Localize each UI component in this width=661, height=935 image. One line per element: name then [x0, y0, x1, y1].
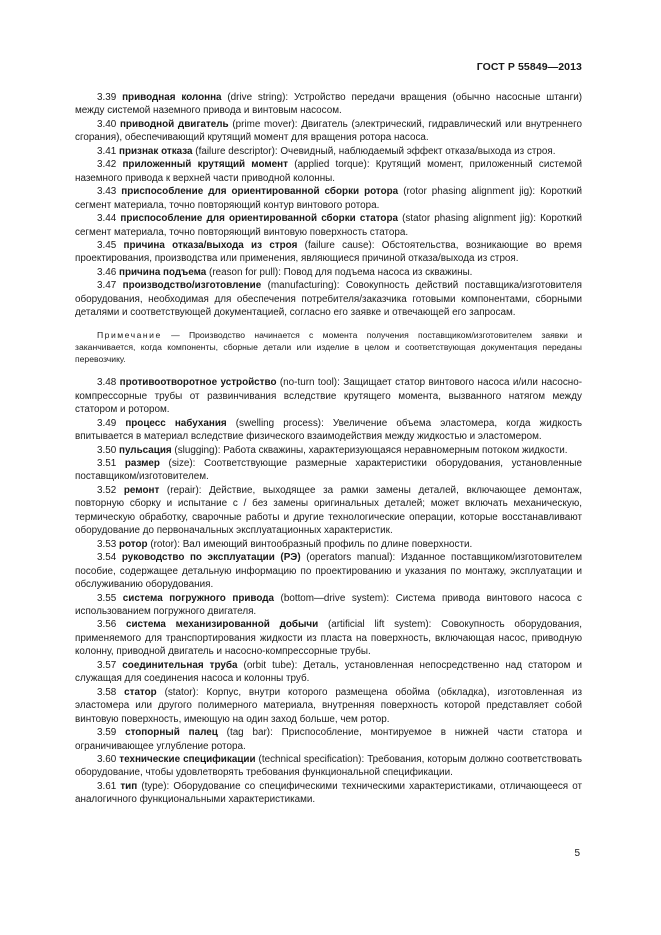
definition-entry	[75, 376, 582, 416]
entry-definition: (drive string): Устройство передачи вращения (обычно насосные штанги) между системой наземного привода и винтовым насосом.	[75, 92, 582, 117]
entry-number: 3.49	[97, 417, 117, 429]
definition-entry	[75, 212, 582, 239]
definition-entry	[75, 417, 582, 444]
entry-term: технические спецификации	[119, 754, 256, 765]
entry-definition: (no-turn tool): Защищает статор винтового насоса и/или насосно-компрессорные трубы от развинчивания вследствие крутящего момента, вызванного натягом между статором и ротором.	[75, 377, 582, 416]
entry-definition: (reason for pull): Повод для подъема насоса из скважины.	[206, 266, 473, 278]
entry-term: руководство по эксплуатации (РЭ)	[121, 552, 301, 564]
entry-number: 3.48	[97, 377, 117, 389]
definition-entry	[75, 239, 582, 266]
definition-entry	[75, 91, 582, 118]
entries-after-note	[75, 376, 582, 807]
definition-entry	[75, 753, 582, 780]
definition-entry	[75, 118, 582, 145]
entry-term: ремонт	[123, 484, 160, 496]
entry-term: приводная колонна	[122, 92, 222, 103]
entry-number: 3.59	[97, 727, 117, 739]
entry-number: 3.58	[97, 686, 117, 698]
entry-number: 3.47	[97, 280, 117, 292]
entry-term: причина подъема	[118, 266, 207, 278]
entry-number: 3.41	[97, 145, 117, 157]
entry-term: приводной двигатель	[119, 118, 229, 130]
entry-definition: (orbit tube): Деталь, установленная непосредственно над статором и служащая для соединения насоса и колонны труб.	[75, 659, 582, 685]
entry-definition: (applied torque): Крутящий момент, приложенный системой наземного привода к верхней части приводной колонны.	[75, 159, 582, 184]
definition-entry	[75, 457, 582, 484]
entry-term: приспособление для ориентированной сборки ротора	[121, 186, 399, 198]
definition-entry	[75, 726, 582, 753]
definition-entry	[75, 659, 582, 686]
definition-entry	[75, 158, 582, 185]
entry-definition: (tag bar): Приспособление, монтируемое в нижней части статора и ограничивающее углубление ротора.	[75, 727, 582, 752]
entry-definition: (artificial lift system): Совокупность оборудования, применяемого для транспортирования жидкости из пласта на поверхность, включающая насос, приводную колонну, приводной двигатель и насосно-компрессорные трубы.	[75, 619, 582, 658]
note-text: — Производство начинается с момента получения поставщиком/изготовителем заявки и заканчивается, когда компоненты, сборные детали или изделие в целом и соответствующая документация переданы перевозчику.	[75, 329, 582, 365]
entry-term: производство/изготовление	[122, 280, 262, 292]
definition-entry	[75, 592, 582, 619]
definition-entry	[75, 185, 582, 212]
entry-definition: (rotor phasing alignment jig): Короткий сегмент материала, точно повторяющий контур винтового ротора.	[75, 186, 583, 211]
entry-term: процесс набухания	[125, 417, 227, 429]
note-label: Примечание	[97, 329, 162, 340]
entry-number: 3.43	[97, 186, 117, 198]
entry-definition: (type): Оборудование со специфическими техническими характеристиками, отличающееся от аналогичного функциональными характеристиками.	[75, 780, 582, 806]
entry-definition: (manufacturing): Совокупность действий поставщика/изготовителя оборудования, необходимая для обеспечения потребителя/заказчика готовыми компонентами, сборными деталями и соответствующей документацией, согласно его заявке и отвечающей его запросам.	[75, 280, 583, 319]
entry-term: причина отказа/выхода из строя	[123, 239, 298, 251]
entry-number: 3.45	[97, 239, 117, 251]
entry-definition: (rotor): Вал имеющий винтообразный профиль по длине поверхности.	[147, 538, 473, 550]
entry-number: 3.53	[97, 538, 117, 550]
entry-definition: (bottom—drive system): Система привода винтового насоса с использованием погружного двигателя.	[75, 592, 582, 618]
entry-term: статор	[124, 686, 157, 698]
entry-number: 3.54	[97, 552, 117, 564]
definition-entry	[75, 279, 582, 319]
page-number: 5	[574, 848, 580, 859]
entry-term: стопорный палец	[125, 727, 218, 739]
entry-definition: (stator): Корпус, внутри которого размещена обойма (обкладка), изготовленная из эластомера или другого полимерного материала, внутренняя поверхность которой представляет собой винтовую поверхность, имеющую на один заход больше, чем ротор.	[75, 686, 582, 725]
definition-entry	[75, 686, 582, 726]
entry-term: противоотворотное устройство	[119, 377, 277, 389]
entry-term: система погружного привода	[122, 592, 275, 604]
entry-number: 3.52	[97, 484, 117, 496]
entry-definition: (technical specification): Требования, которым должно соответствовать оборудование, чтобы удовлетворять требования функциональной спецификации.	[75, 754, 582, 779]
note-paragraph	[75, 329, 582, 366]
entry-term: тип	[120, 780, 138, 792]
entry-definition: (failure cause): Обстоятельства, возникающие во время проектирования, производства или применения, являющиеся причиной отказа/выхода из строя.	[75, 239, 582, 265]
entry-term: система механизированной добычи	[125, 619, 319, 631]
entries-before-note	[75, 91, 582, 320]
entry-definition: (slugging): Работа скважины, характеризующаяся неравномерным потоком жидкости.	[171, 444, 568, 456]
definition-entry	[75, 484, 582, 538]
entry-number: 3.44	[97, 213, 117, 225]
entry-definition: (operators manual): Изданное поставщиком/изготовителем пособие, содержащее детальную информацию по проектированию и указания по монтажу, эксплуатации и обслуживанию оборудования.	[75, 552, 582, 591]
entry-number: 3.55	[97, 592, 117, 604]
entry-term: ротор	[118, 538, 148, 550]
standard-header: ГОСТ Р 55849—2013	[476, 61, 582, 73]
entry-term: приспособление для ориентированной сборки статора	[120, 213, 398, 225]
definition-entry	[75, 551, 582, 591]
entry-definition: (prime mover): Двигатель (электрический, гидравлический или внутреннего сгорания), обеспечивающий крутящий момент для вращения ротора насоса.	[75, 118, 582, 144]
entry-number: 3.51	[97, 458, 117, 470]
entry-term: приложенный крутящий момент	[122, 159, 288, 171]
entry-term: размер	[124, 458, 160, 470]
entry-number: 3.60	[97, 754, 117, 765]
definition-entry	[75, 145, 582, 158]
document-body	[75, 91, 582, 807]
definition-entry	[75, 444, 582, 457]
entry-definition: (repair): Действие, выходящее за рамки замены деталей, включающее демонтаж, повторную сборку и испытание с / без замены оригинальных деталей; может включать механическую, термическую обработку, сварочные работы и другие технологические операции, которые восстанавливают оборудование до первоначальных эксплуатационных характеристик.	[75, 484, 582, 537]
entry-number: 3.42	[97, 159, 117, 171]
entry-number: 3.46	[97, 266, 117, 278]
entry-definition: (size): Соответствующие размерные характеристики оборудования, установленные поставщиком/изготовителем.	[75, 458, 582, 483]
definition-entry	[75, 618, 582, 658]
entry-number: 3.57	[97, 659, 117, 671]
entry-number: 3.40	[97, 118, 117, 130]
entry-definition: (failure descriptor): Очевидный, наблюдаемый эффект отказа/выхода из строя.	[192, 145, 556, 157]
definition-entry	[75, 780, 582, 807]
entry-number: 3.39	[97, 92, 117, 103]
entry-term: соединительная труба	[122, 659, 238, 671]
entry-number: 3.56	[97, 619, 117, 631]
entry-number: 3.50	[97, 444, 117, 456]
entry-definition: (stator phasing alignment jig): Короткий сегмент материала, точно повторяющий винтовую поверхность статора.	[75, 213, 582, 238]
entry-number: 3.61	[97, 780, 117, 792]
definition-entry	[75, 266, 582, 279]
entry-term: пульсация	[118, 444, 172, 456]
entry-definition: (swelling process): Увеличение объема эластомера, когда жидкость впитывается в материал вследствие физического взаимодействия между жидкостью и эластомером.	[75, 417, 583, 443]
definition-entry	[75, 538, 582, 551]
entry-term: признак отказа	[118, 145, 193, 157]
